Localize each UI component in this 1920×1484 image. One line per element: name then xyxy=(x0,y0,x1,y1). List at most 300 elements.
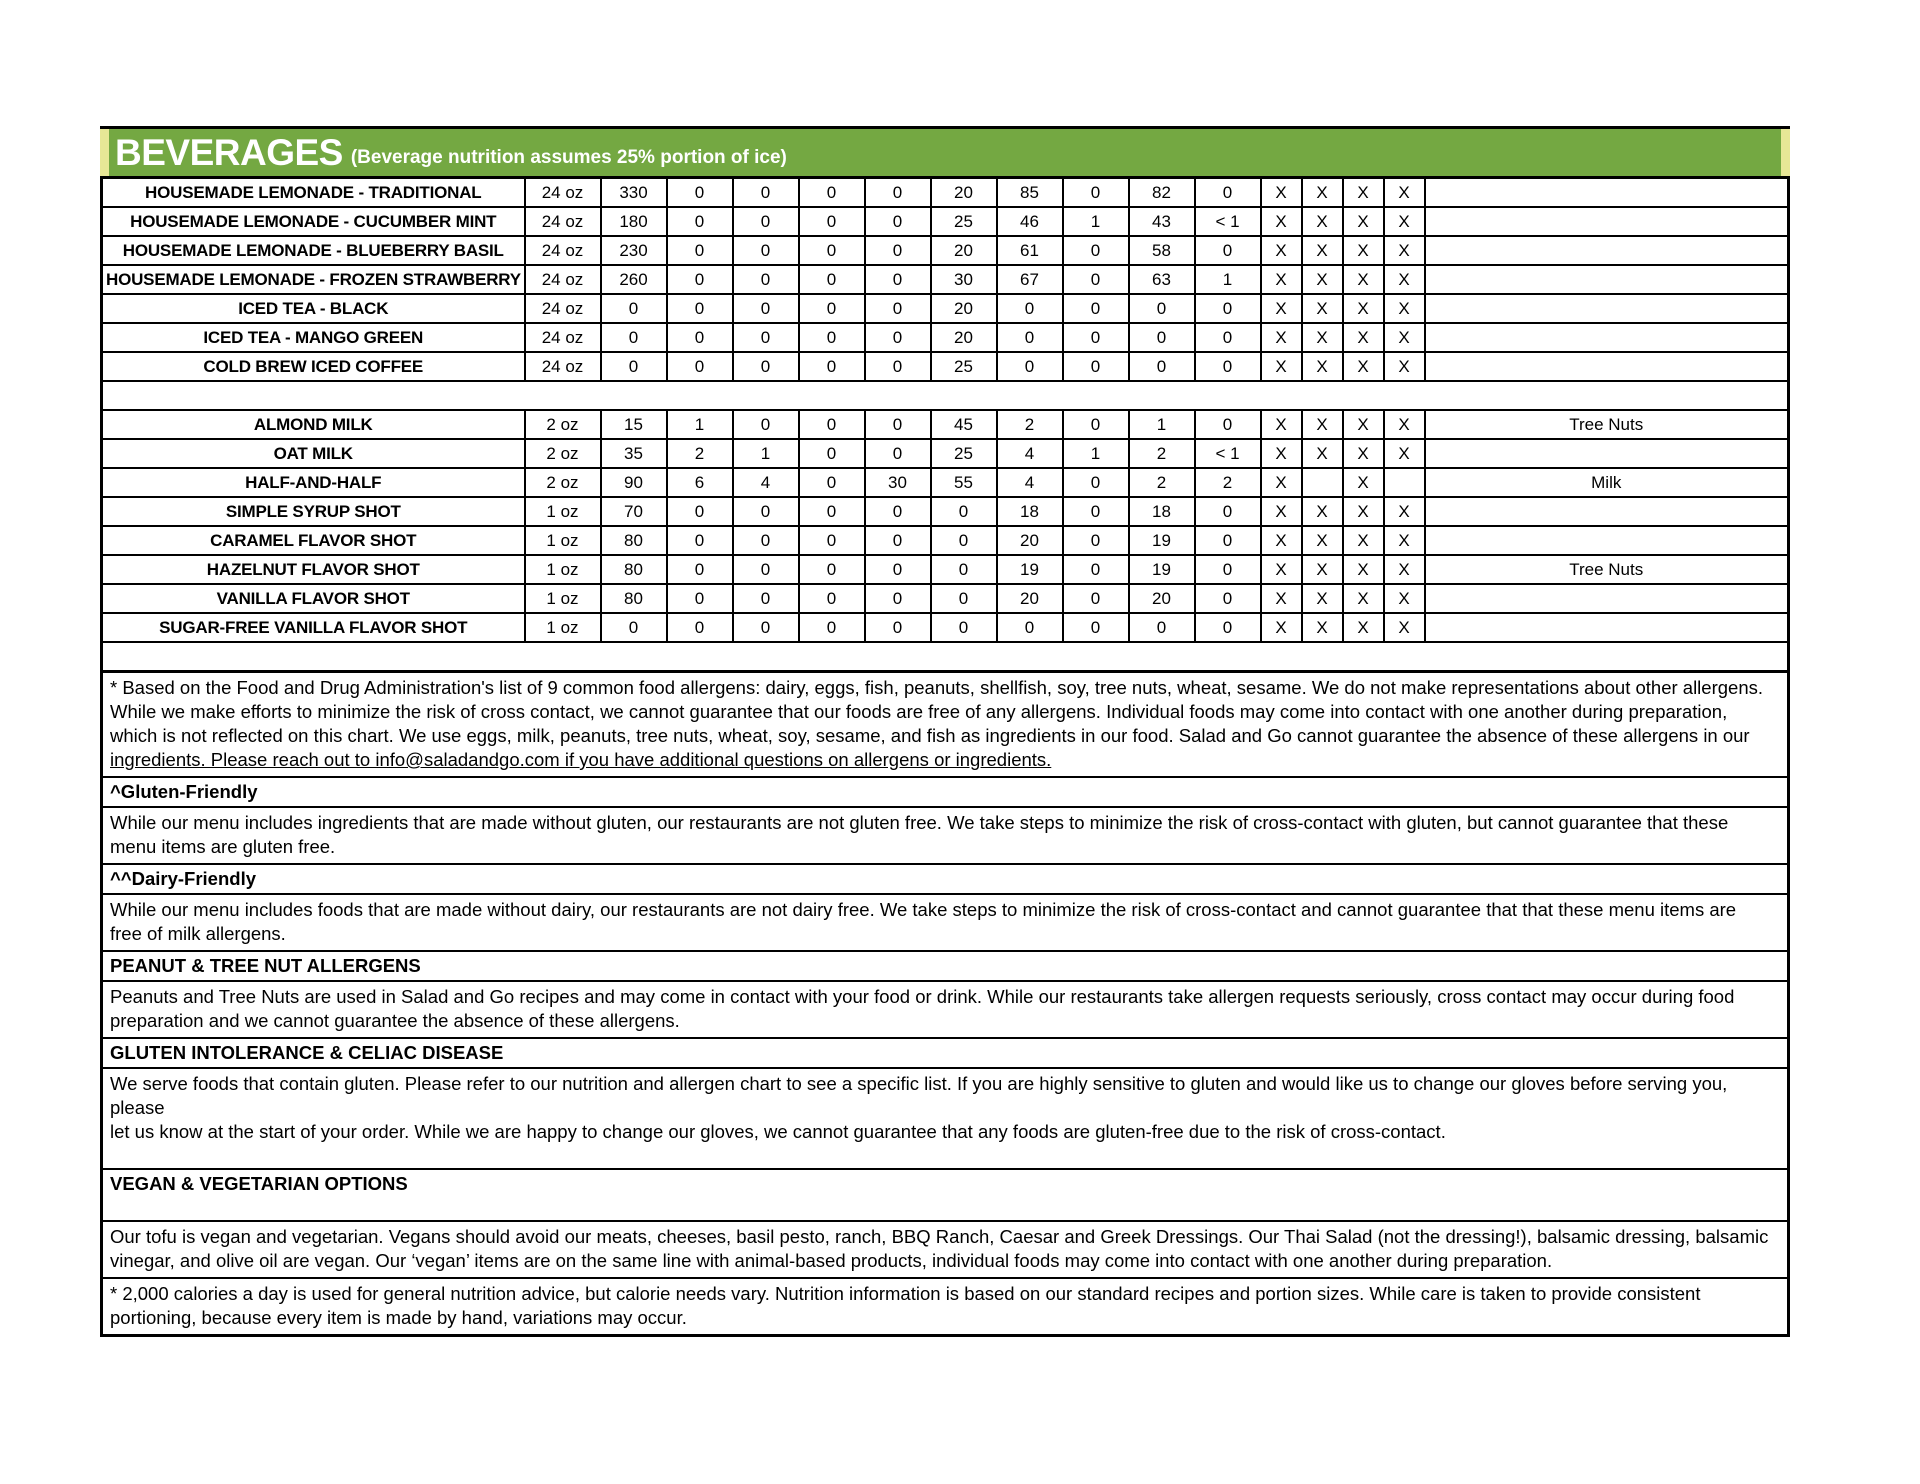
nutrition-row xyxy=(102,410,1789,439)
footnote-line: While our menu includes foods that are made without dairy, our restaurants are not dairy free. We take steps to minimize the risk of cross-contact and cannot guarantee that that these menu items are xyxy=(110,899,1737,920)
footnote-line: which is not reflected on this chart. We use eggs, milk, peanuts, tree nuts, wheat, soy, sesame, and fish as ingredients in our food. Salad and Go cannot guarantee the absence of these allergens in our xyxy=(110,725,1750,746)
footnote-line: Peanuts and Tree Nuts are used in Salad and Go recipes and may come in contact with your food or drink. While our restaurants take allergen requests seriously, cross contact may occur during food xyxy=(110,986,1735,1007)
nutrition-value-cell: 0 xyxy=(865,555,931,584)
diet-mark-cell: X xyxy=(1261,584,1302,613)
nutrition-value-cell: 0 xyxy=(733,207,799,236)
serving-size-cell: 2 oz xyxy=(525,468,601,497)
nutrition-value-cell: 230 xyxy=(601,236,667,265)
diet-mark-cell: X xyxy=(1384,584,1425,613)
diet-mark-cell: X xyxy=(1261,178,1302,208)
nutrition-value-cell: 0 xyxy=(799,613,865,642)
nutrition-value-cell: 4 xyxy=(997,439,1063,468)
nutrition-value-cell: 18 xyxy=(997,497,1063,526)
separator-row xyxy=(102,642,1789,672)
nutrition-value-cell: 61 xyxy=(997,236,1063,265)
nutrition-value-cell: 0 xyxy=(799,468,865,497)
diet-mark-cell: X xyxy=(1302,294,1343,323)
footnote-line: While our menu includes ingredients that are made without gluten, our restaurants are not gluten free. We take steps to minimize the risk of cross-contact with gluten, but cannot guarantee that these xyxy=(110,812,1729,833)
diet-mark-cell: X xyxy=(1384,410,1425,439)
diet-mark-cell: X xyxy=(1343,526,1384,555)
allergen-cell xyxy=(1425,323,1789,352)
footnote-line: * Based on the Food and Drug Administration's list of 9 common food allergens: dairy, eggs, fish, peanuts, shellfish, soy, tree nuts, wheat, sesame. We do not make representations about other allergens. xyxy=(110,677,1763,698)
diet-mark-cell: X xyxy=(1384,178,1425,208)
item-name-cell: HAZELNUT FLAVOR SHOT xyxy=(102,555,525,584)
item-name-cell: OAT MILK xyxy=(102,439,525,468)
nutrition-value-cell: 1 xyxy=(1195,265,1261,294)
diet-mark-cell: X xyxy=(1343,323,1384,352)
nutrition-value-cell: 0 xyxy=(601,323,667,352)
diet-mark-cell: X xyxy=(1384,265,1425,294)
allergen-cell: Tree Nuts xyxy=(1425,410,1789,439)
item-name-cell: ICED TEA - MANGO GREEN xyxy=(102,323,525,352)
footnote-heading: GLUTEN INTOLERANCE & CELIAC DISEASE xyxy=(103,1037,1787,1067)
nutrition-value-cell: 20 xyxy=(931,323,997,352)
nutrition-value-cell: 0 xyxy=(1129,613,1195,642)
nutrition-value-cell: 0 xyxy=(799,439,865,468)
nutrition-value-cell: 0 xyxy=(733,410,799,439)
item-name-cell: HOUSEMADE LEMONADE - BLUEBERRY BASIL xyxy=(102,236,525,265)
nutrition-value-cell: 85 xyxy=(997,178,1063,208)
allergen-cell xyxy=(1425,352,1789,381)
nutrition-value-cell: 0 xyxy=(733,265,799,294)
nutrition-value-cell: 0 xyxy=(799,410,865,439)
nutrition-value-cell: 0 xyxy=(865,265,931,294)
diet-mark-cell: X xyxy=(1261,207,1302,236)
nutrition-row xyxy=(102,584,1789,613)
footnote-line: preparation and we cannot guarantee the absence of these allergens. xyxy=(110,1010,680,1031)
nutrition-value-cell: 0 xyxy=(865,352,931,381)
nutrition-value-cell: 0 xyxy=(1063,584,1129,613)
nutrition-value-cell: 0 xyxy=(667,497,733,526)
separator-band xyxy=(102,642,1789,672)
nutrition-row xyxy=(102,526,1789,555)
nutrition-row xyxy=(102,207,1789,236)
diet-mark-cell xyxy=(1384,468,1425,497)
nutrition-value-cell: 0 xyxy=(733,497,799,526)
footnote-paragraph xyxy=(103,893,1787,950)
nutrition-value-cell: 55 xyxy=(931,468,997,497)
nutrition-value-cell: 0 xyxy=(799,323,865,352)
diet-mark-cell: X xyxy=(1343,352,1384,381)
diet-mark-cell: X xyxy=(1343,265,1384,294)
nutrition-value-cell: 0 xyxy=(733,613,799,642)
item-name-cell: CARAMEL FLAVOR SHOT xyxy=(102,526,525,555)
nutrition-value-cell: 0 xyxy=(601,613,667,642)
allergen-cell xyxy=(1425,584,1789,613)
nutrition-value-cell: 0 xyxy=(1129,352,1195,381)
diet-mark-cell: X xyxy=(1261,497,1302,526)
nutrition-value-cell: 19 xyxy=(1129,526,1195,555)
footnote-line: portioning, because every item is made by hand, variations may occur. xyxy=(110,1307,687,1328)
header-right-accent xyxy=(1781,129,1790,176)
nutrition-value-cell: 0 xyxy=(865,439,931,468)
nutrition-value-cell: 0 xyxy=(601,352,667,381)
diet-mark-cell: X xyxy=(1302,410,1343,439)
serving-size-cell: 1 oz xyxy=(525,526,601,555)
diet-mark-cell: X xyxy=(1343,584,1384,613)
nutrition-value-cell: 0 xyxy=(667,178,733,208)
beverages-section-header xyxy=(100,126,1790,176)
nutrition-value-cell: 0 xyxy=(1195,178,1261,208)
allergen-cell xyxy=(1425,236,1789,265)
allergen-cell xyxy=(1425,526,1789,555)
nutrition-value-cell: 0 xyxy=(1195,497,1261,526)
allergen-cell xyxy=(1425,294,1789,323)
allergen-cell: Tree Nuts xyxy=(1425,555,1789,584)
nutrition-table xyxy=(100,176,1790,673)
nutrition-value-cell: 0 xyxy=(733,294,799,323)
nutrition-value-cell: 0 xyxy=(865,236,931,265)
nutrition-value-cell: 0 xyxy=(1129,294,1195,323)
nutrition-value-cell: 0 xyxy=(799,294,865,323)
diet-mark-cell: X xyxy=(1343,613,1384,642)
diet-mark-cell: X xyxy=(1384,526,1425,555)
nutrition-value-cell: 18 xyxy=(1129,497,1195,526)
nutrition-value-cell: 0 xyxy=(1063,410,1129,439)
nutrition-value-cell: 19 xyxy=(1129,555,1195,584)
nutrition-value-cell: 20 xyxy=(997,584,1063,613)
diet-mark-cell: X xyxy=(1384,236,1425,265)
serving-size-cell: 1 oz xyxy=(525,613,601,642)
diet-mark-cell: X xyxy=(1261,410,1302,439)
nutrition-value-cell: 0 xyxy=(733,526,799,555)
nutrition-value-cell: 0 xyxy=(865,178,931,208)
nutrition-value-cell: 0 xyxy=(997,613,1063,642)
diet-mark-cell: X xyxy=(1261,613,1302,642)
footnote-paragraph xyxy=(103,806,1787,863)
cold-brew-section-band xyxy=(102,381,1789,410)
nutrition-value-cell: 1 xyxy=(1063,439,1129,468)
allergen-cell: Milk xyxy=(1425,468,1789,497)
diet-mark-cell: X xyxy=(1343,294,1384,323)
nutrition-value-cell: 0 xyxy=(733,323,799,352)
footnote-line: ingredients. Please reach out to info@saladandgo.com if you have additional questions on allergens or ingredients. xyxy=(110,749,1052,770)
nutrition-value-cell: 20 xyxy=(997,526,1063,555)
nutrition-value-cell: 0 xyxy=(1063,294,1129,323)
footnote-line: menu items are gluten free. xyxy=(110,836,336,857)
nutrition-value-cell: 90 xyxy=(601,468,667,497)
diet-mark-cell: X xyxy=(1384,323,1425,352)
diet-mark-cell: X xyxy=(1261,323,1302,352)
nutrition-value-cell: 2 xyxy=(997,410,1063,439)
diet-mark-cell: X xyxy=(1343,468,1384,497)
footnote-paragraph xyxy=(103,1067,1787,1168)
diet-mark-cell: X xyxy=(1384,207,1425,236)
diet-mark-cell: X xyxy=(1261,236,1302,265)
nutrition-value-cell: 0 xyxy=(997,352,1063,381)
serving-size-cell: 24 oz xyxy=(525,265,601,294)
header-left-accent xyxy=(100,129,109,176)
item-name-cell: HOUSEMADE LEMONADE - FROZEN STRAWBERRY xyxy=(102,265,525,294)
item-name-cell: ICED TEA - BLACK xyxy=(102,294,525,323)
cold-brew-add-ins-section-title: COLD BREW ADD-INS xyxy=(102,381,1789,410)
nutrition-value-cell: 80 xyxy=(601,584,667,613)
nutrition-value-cell: 80 xyxy=(601,526,667,555)
diet-mark-cell: X xyxy=(1261,526,1302,555)
footnote-heading: VEGAN & VEGETARIAN OPTIONS xyxy=(103,1168,1787,1220)
diet-mark-cell: X xyxy=(1302,352,1343,381)
nutrition-value-cell: 0 xyxy=(667,526,733,555)
nutrition-value-cell: 0 xyxy=(1195,555,1261,584)
allergen-cell xyxy=(1425,439,1789,468)
nutrition-value-cell: 0 xyxy=(667,613,733,642)
nutrition-value-cell: 0 xyxy=(865,207,931,236)
nutrition-value-cell: < 1 xyxy=(1195,207,1261,236)
nutrition-sheet xyxy=(100,126,1790,1337)
nutrition-value-cell: 0 xyxy=(733,584,799,613)
diet-mark-cell: X xyxy=(1343,555,1384,584)
nutrition-value-cell: 0 xyxy=(667,294,733,323)
nutrition-value-cell: 0 xyxy=(1063,468,1129,497)
diet-mark-cell: X xyxy=(1343,207,1384,236)
nutrition-value-cell: 0 xyxy=(931,584,997,613)
diet-mark-cell: X xyxy=(1343,178,1384,208)
nutrition-value-cell: 43 xyxy=(1129,207,1195,236)
nutrition-value-cell: 0 xyxy=(667,323,733,352)
nutrition-value-cell: 0 xyxy=(667,555,733,584)
nutrition-value-cell: 0 xyxy=(1129,323,1195,352)
nutrition-value-cell: 30 xyxy=(931,265,997,294)
nutrition-value-cell: 0 xyxy=(1195,613,1261,642)
diet-mark-cell: X xyxy=(1343,497,1384,526)
nutrition-value-cell: 4 xyxy=(733,468,799,497)
nutrition-row xyxy=(102,178,1789,208)
serving-size-cell: 24 oz xyxy=(525,352,601,381)
nutrition-value-cell: 0 xyxy=(1063,265,1129,294)
nutrition-value-cell: 20 xyxy=(931,294,997,323)
nutrition-value-cell: 0 xyxy=(799,236,865,265)
nutrition-value-cell: 0 xyxy=(865,613,931,642)
item-name-cell: HALF-AND-HALF xyxy=(102,468,525,497)
nutrition-value-cell: 0 xyxy=(667,236,733,265)
nutrition-row xyxy=(102,265,1789,294)
nutrition-value-cell: < 1 xyxy=(1195,439,1261,468)
nutrition-value-cell: 25 xyxy=(931,439,997,468)
diet-mark-cell: X xyxy=(1343,236,1384,265)
diet-mark-cell: X xyxy=(1302,323,1343,352)
diet-mark-cell: X xyxy=(1261,294,1302,323)
serving-size-cell: 2 oz xyxy=(525,439,601,468)
nutrition-value-cell: 0 xyxy=(865,410,931,439)
nutrition-value-cell: 6 xyxy=(667,468,733,497)
diet-mark-cell: X xyxy=(1302,584,1343,613)
nutrition-value-cell: 20 xyxy=(931,236,997,265)
nutrition-row xyxy=(102,613,1789,642)
diet-mark-cell: X xyxy=(1302,236,1343,265)
nutrition-row xyxy=(102,555,1789,584)
diet-mark-cell: X xyxy=(1302,497,1343,526)
nutrition-value-cell: 0 xyxy=(799,352,865,381)
allergen-cell xyxy=(1425,497,1789,526)
nutrition-value-cell: 45 xyxy=(931,410,997,439)
serving-size-cell: 1 oz xyxy=(525,584,601,613)
item-name-cell: VANILLA FLAVOR SHOT xyxy=(102,584,525,613)
diet-mark-cell: X xyxy=(1384,555,1425,584)
nutrition-value-cell: 0 xyxy=(667,265,733,294)
nutrition-value-cell: 0 xyxy=(1063,352,1129,381)
nutrition-value-cell: 20 xyxy=(1129,584,1195,613)
diet-mark-cell: X xyxy=(1261,468,1302,497)
item-name-cell: ALMOND MILK xyxy=(102,410,525,439)
diet-mark-cell: X xyxy=(1302,265,1343,294)
footnote-paragraph xyxy=(103,980,1787,1037)
nutrition-value-cell: 0 xyxy=(997,294,1063,323)
nutrition-value-cell: 1 xyxy=(1129,410,1195,439)
nutrition-value-cell: 2 xyxy=(1195,468,1261,497)
nutrition-value-cell: 0 xyxy=(865,323,931,352)
nutrition-value-cell: 0 xyxy=(1063,323,1129,352)
beverages-section-title: BEVERAGES xyxy=(115,132,343,173)
diet-mark-cell: X xyxy=(1302,555,1343,584)
footnote-line: Our tofu is vegan and vegetarian. Vegans should avoid our meats, cheeses, basil pesto, ranch, BBQ Ranch, Caesar and Greek Dressings. Our Thai Salad (not the dressing!), balsamic dressing, balsamic xyxy=(110,1226,1769,1247)
nutrition-value-cell: 180 xyxy=(601,207,667,236)
serving-size-cell: 24 oz xyxy=(525,236,601,265)
serving-size-cell: 1 oz xyxy=(525,497,601,526)
nutrition-value-cell: 0 xyxy=(865,497,931,526)
nutrition-row xyxy=(102,352,1789,381)
diet-mark-cell: X xyxy=(1302,439,1343,468)
serving-size-cell: 24 oz xyxy=(525,323,601,352)
notes-panel xyxy=(100,673,1790,1337)
nutrition-value-cell: 58 xyxy=(1129,236,1195,265)
diet-mark-cell: X xyxy=(1302,526,1343,555)
nutrition-row xyxy=(102,439,1789,468)
beverages-section-subtitle: (Beverage nutrition assumes 25% portion of ice) xyxy=(350,147,787,168)
nutrition-row xyxy=(102,294,1789,323)
nutrition-value-cell: 25 xyxy=(931,207,997,236)
nutrition-value-cell: 0 xyxy=(1195,410,1261,439)
footnote-line: vinegar, and olive oil are vegan. Our ‘vegan’ items are on the same line with animal-based products, individual foods may come into contact with one another during preparation. xyxy=(110,1250,1553,1271)
nutrition-value-cell: 0 xyxy=(799,555,865,584)
item-name-cell: HOUSEMADE LEMONADE - CUCUMBER MINT xyxy=(102,207,525,236)
nutrition-value-cell: 63 xyxy=(1129,265,1195,294)
diet-mark-cell: X xyxy=(1343,410,1384,439)
nutrition-value-cell: 1 xyxy=(733,439,799,468)
nutrition-value-cell: 80 xyxy=(601,555,667,584)
nutrition-value-cell: 0 xyxy=(799,207,865,236)
nutrition-value-cell: 67 xyxy=(997,265,1063,294)
nutrition-value-cell: 0 xyxy=(799,178,865,208)
nutrition-value-cell: 15 xyxy=(601,410,667,439)
diet-mark-cell: X xyxy=(1302,613,1343,642)
diet-mark-cell: X xyxy=(1261,352,1302,381)
nutrition-value-cell: 4 xyxy=(997,468,1063,497)
diet-mark-cell xyxy=(1302,468,1343,497)
nutrition-value-cell: 0 xyxy=(1063,178,1129,208)
nutrition-value-cell: 20 xyxy=(931,178,997,208)
diet-mark-cell: X xyxy=(1384,439,1425,468)
footnote-paragraph xyxy=(103,1220,1787,1277)
nutrition-value-cell: 46 xyxy=(997,207,1063,236)
beverages-rows xyxy=(102,178,1789,382)
nutrition-value-cell: 0 xyxy=(1063,236,1129,265)
nutrition-value-cell: 30 xyxy=(865,468,931,497)
footnote-line: free of milk allergens. xyxy=(110,923,286,944)
serving-size-cell: 24 oz xyxy=(525,178,601,208)
nutrition-value-cell: 0 xyxy=(601,294,667,323)
nutrition-value-cell: 0 xyxy=(1195,236,1261,265)
nutrition-value-cell: 70 xyxy=(601,497,667,526)
nutrition-value-cell: 0 xyxy=(1063,613,1129,642)
nutrition-value-cell: 0 xyxy=(1195,352,1261,381)
nutrition-value-cell: 0 xyxy=(667,584,733,613)
footnote-paragraph xyxy=(103,673,1787,776)
allergen-cell xyxy=(1425,265,1789,294)
nutrition-value-cell: 0 xyxy=(1195,323,1261,352)
nutrition-value-cell: 0 xyxy=(733,555,799,584)
diet-mark-cell: X xyxy=(1302,207,1343,236)
nutrition-row xyxy=(102,323,1789,352)
footnote-heading: ^^Dairy-Friendly xyxy=(103,863,1787,893)
nutrition-value-cell: 1 xyxy=(667,410,733,439)
allergen-cell xyxy=(1425,207,1789,236)
nutrition-value-cell: 0 xyxy=(667,207,733,236)
footnote-line: While we make efforts to minimize the risk of cross contact, we cannot guarantee that our foods are free of any allergens. Individual foods may come into contact with one another during preparation, xyxy=(110,701,1728,722)
nutrition-value-cell: 2 xyxy=(1129,468,1195,497)
diet-mark-cell: X xyxy=(1343,439,1384,468)
nutrition-value-cell: 0 xyxy=(997,323,1063,352)
nutrition-value-cell: 0 xyxy=(931,555,997,584)
nutrition-value-cell: 0 xyxy=(931,497,997,526)
diet-mark-cell: X xyxy=(1261,265,1302,294)
diet-mark-cell: X xyxy=(1384,352,1425,381)
nutrition-value-cell: 0 xyxy=(733,178,799,208)
item-name-cell: SUGAR-FREE VANILLA FLAVOR SHOT xyxy=(102,613,525,642)
nutrition-row xyxy=(102,497,1789,526)
nutrition-value-cell: 0 xyxy=(799,497,865,526)
diet-mark-cell: X xyxy=(1261,439,1302,468)
nutrition-value-cell: 0 xyxy=(1063,555,1129,584)
nutrition-value-cell: 0 xyxy=(865,526,931,555)
cold-brew-add-ins-rows xyxy=(102,410,1789,642)
nutrition-value-cell: 0 xyxy=(1063,497,1129,526)
nutrition-value-cell: 0 xyxy=(799,584,865,613)
nutrition-value-cell: 0 xyxy=(1195,584,1261,613)
section-band-row xyxy=(102,381,1789,410)
nutrition-value-cell: 0 xyxy=(733,352,799,381)
diet-mark-cell: X xyxy=(1384,497,1425,526)
nutrition-value-cell: 0 xyxy=(1195,526,1261,555)
footnote-line: let us know at the start of your order. While we are happy to change our gloves, we cannot guarantee that any foods are gluten-free due to the risk of cross-contact. xyxy=(110,1121,1446,1142)
diet-mark-cell: X xyxy=(1302,178,1343,208)
nutrition-value-cell: 25 xyxy=(931,352,997,381)
item-name-cell: SIMPLE SYRUP SHOT xyxy=(102,497,525,526)
nutrition-value-cell: 82 xyxy=(1129,178,1195,208)
diet-mark-cell: X xyxy=(1384,613,1425,642)
diet-mark-cell: X xyxy=(1384,294,1425,323)
allergen-cell xyxy=(1425,613,1789,642)
gray-separator-cell xyxy=(102,642,1789,672)
nutrition-row xyxy=(102,468,1789,497)
nutrition-value-cell: 0 xyxy=(931,613,997,642)
footnote-line: We serve foods that contain gluten. Please refer to our nutrition and allergen chart to see a specific list. If you are highly sensitive to gluten and would like us to change our gloves before serving you, please xyxy=(110,1073,1728,1118)
allergen-cell xyxy=(1425,178,1789,208)
nutrition-value-cell: 2 xyxy=(667,439,733,468)
footnote-heading: PEANUT & TREE NUT ALLERGENS xyxy=(103,950,1787,980)
nutrition-value-cell: 0 xyxy=(1195,294,1261,323)
nutrition-value-cell: 0 xyxy=(799,526,865,555)
footnote-heading: ^Gluten-Friendly xyxy=(103,776,1787,806)
nutrition-value-cell: 0 xyxy=(865,294,931,323)
nutrition-value-cell: 0 xyxy=(733,236,799,265)
nutrition-value-cell: 260 xyxy=(601,265,667,294)
nutrition-value-cell: 0 xyxy=(667,352,733,381)
diet-mark-cell: X xyxy=(1261,555,1302,584)
item-name-cell: HOUSEMADE LEMONADE - TRADITIONAL xyxy=(102,178,525,208)
nutrition-value-cell: 0 xyxy=(1063,526,1129,555)
footnote-paragraph xyxy=(103,1277,1787,1334)
nutrition-value-cell: 19 xyxy=(997,555,1063,584)
